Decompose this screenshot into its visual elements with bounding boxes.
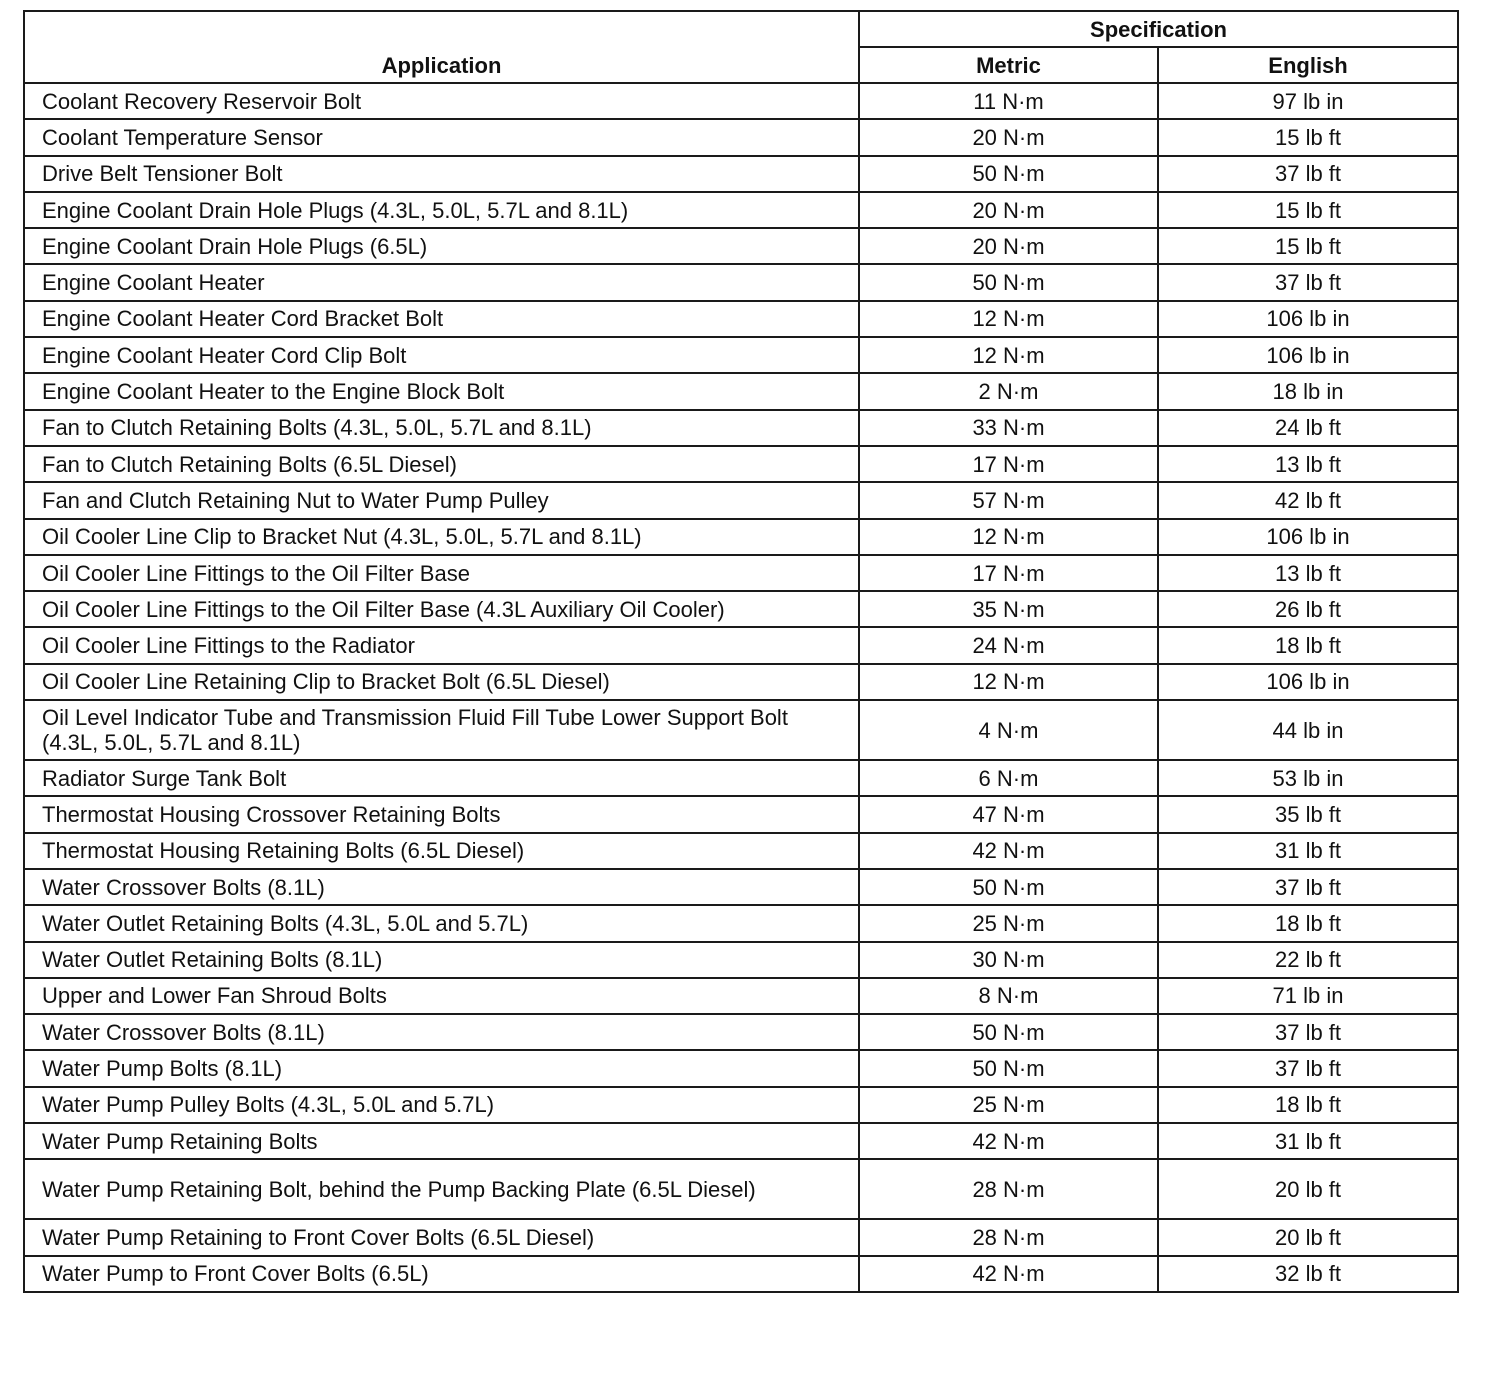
english-cell: 15 lb ft [1158,228,1458,264]
table-row [24,869,1458,905]
metric-cell: 12 N·m [859,337,1158,373]
metric-cell: 33 N·m [859,410,1158,446]
metric-cell: 20 N·m [859,228,1158,264]
application-cell: Engine Coolant Drain Hole Plugs (6.5L) [24,228,859,264]
application-cell: Engine Coolant Heater to the Engine Block Bolt [24,373,859,409]
application-cell: Engine Coolant Drain Hole Plugs (4.3L, 5.0L, 5.7L and 8.1L) [24,192,859,228]
header-row-top [24,11,1458,47]
english-cell: 26 lb ft [1158,591,1458,627]
english-cell: 53 lb in [1158,760,1458,796]
metric-cell: 47 N·m [859,796,1158,832]
application-cell: Drive Belt Tensioner Bolt [24,156,859,192]
english-cell: 13 lb ft [1158,555,1458,591]
table-row [24,627,1458,663]
table-row [24,905,1458,941]
metric-cell: 50 N·m [859,264,1158,300]
english-cell: 42 lb ft [1158,482,1458,518]
english-cell: 106 lb in [1158,664,1458,700]
table-row [24,156,1458,192]
table-row [24,796,1458,832]
table-row [24,760,1458,796]
application-cell: Water Outlet Retaining Bolts (8.1L) [24,942,859,978]
table-row [24,1050,1458,1086]
metric-cell: 28 N·m [859,1219,1158,1255]
english-cell: 20 lb ft [1158,1159,1458,1219]
fastener-specification-table [23,10,1459,1293]
table-row [24,482,1458,518]
application-cell: Water Pump Retaining Bolts [24,1123,859,1159]
application-cell: Fan and Clutch Retaining Nut to Water Pump Pulley [24,482,859,518]
metric-cell: 50 N·m [859,156,1158,192]
table-row [24,833,1458,869]
application-cell: Coolant Recovery Reservoir Bolt [24,83,859,119]
application-cell: Engine Coolant Heater [24,264,859,300]
application-column-header: Application [24,11,859,83]
table-row [24,1159,1458,1219]
application-cell: Water Outlet Retaining Bolts (4.3L, 5.0L and 5.7L) [24,905,859,941]
table-row [24,664,1458,700]
english-cell: 97 lb in [1158,83,1458,119]
english-cell: 37 lb ft [1158,1014,1458,1050]
application-cell: Engine Coolant Heater Cord Clip Bolt [24,337,859,373]
english-cell: 106 lb in [1158,337,1458,373]
metric-cell: 12 N·m [859,519,1158,555]
metric-cell: 50 N·m [859,1050,1158,1086]
english-cell: 18 lb ft [1158,1087,1458,1123]
metric-cell: 17 N·m [859,555,1158,591]
table-row [24,337,1458,373]
english-cell: 24 lb ft [1158,410,1458,446]
metric-cell: 24 N·m [859,627,1158,663]
english-cell: 20 lb ft [1158,1219,1458,1255]
application-cell: Oil Cooler Line Retaining Clip to Bracket Bolt (6.5L Diesel) [24,664,859,700]
table-body [24,83,1458,1292]
table-row [24,301,1458,337]
metric-cell: 50 N·m [859,1014,1158,1050]
english-cell: 44 lb in [1158,700,1458,760]
table-row [24,519,1458,555]
table-row [24,1123,1458,1159]
english-cell: 13 lb ft [1158,446,1458,482]
specification-group-header: Specification [859,11,1458,47]
metric-cell: 11 N·m [859,83,1158,119]
application-cell: Thermostat Housing Crossover Retaining Bolts [24,796,859,832]
metric-cell: 50 N·m [859,869,1158,905]
metric-cell: 42 N·m [859,833,1158,869]
application-cell: Engine Coolant Heater Cord Bracket Bolt [24,301,859,337]
application-cell: Water Pump Retaining to Front Cover Bolts (6.5L Diesel) [24,1219,859,1255]
english-cell: 71 lb in [1158,978,1458,1014]
table-row [24,555,1458,591]
application-cell: Water Pump to Front Cover Bolts (6.5L) [24,1256,859,1292]
table-row [24,1256,1458,1292]
metric-cell: 28 N·m [859,1159,1158,1219]
english-cell: 18 lb ft [1158,905,1458,941]
application-cell: Coolant Temperature Sensor [24,119,859,155]
table-row [24,700,1458,760]
table-row [24,942,1458,978]
table-row [24,192,1458,228]
metric-cell: 8 N·m [859,978,1158,1014]
metric-cell: 2 N·m [859,373,1158,409]
metric-cell: 12 N·m [859,301,1158,337]
table-row [24,446,1458,482]
application-cell: Oil Cooler Line Fittings to the Oil Filter Base (4.3L Auxiliary Oil Cooler) [24,591,859,627]
metric-column-header: Metric [859,47,1158,83]
metric-cell: 4 N·m [859,700,1158,760]
table-row [24,264,1458,300]
application-cell: Water Crossover Bolts (8.1L) [24,869,859,905]
application-cell: Thermostat Housing Retaining Bolts (6.5L Diesel) [24,833,859,869]
table-row [24,228,1458,264]
table-row [24,1219,1458,1255]
application-cell: Water Pump Pulley Bolts (4.3L, 5.0L and 5.7L) [24,1087,859,1123]
metric-cell: 20 N·m [859,119,1158,155]
english-cell: 37 lb ft [1158,1050,1458,1086]
table-row [24,591,1458,627]
table-header [24,11,1458,83]
english-cell: 37 lb ft [1158,869,1458,905]
english-cell: 32 lb ft [1158,1256,1458,1292]
english-cell: 106 lb in [1158,301,1458,337]
english-cell: 106 lb in [1158,519,1458,555]
application-cell: Water Pump Retaining Bolt, behind the Pump Backing Plate (6.5L Diesel) [24,1159,859,1219]
metric-cell: 30 N·m [859,942,1158,978]
table-row [24,119,1458,155]
english-column-header: English [1158,47,1458,83]
application-cell: Water Crossover Bolts (8.1L) [24,1014,859,1050]
application-cell: Water Pump Bolts (8.1L) [24,1050,859,1086]
application-cell: Oil Cooler Line Fittings to the Radiator [24,627,859,663]
english-cell: 22 lb ft [1158,942,1458,978]
english-cell: 37 lb ft [1158,156,1458,192]
application-cell: Fan to Clutch Retaining Bolts (6.5L Diesel) [24,446,859,482]
english-cell: 15 lb ft [1158,119,1458,155]
table-row [24,978,1458,1014]
table-row [24,410,1458,446]
application-cell: Upper and Lower Fan Shroud Bolts [24,978,859,1014]
english-cell: 31 lb ft [1158,1123,1458,1159]
metric-cell: 25 N·m [859,1087,1158,1123]
table-row [24,1014,1458,1050]
metric-cell: 42 N·m [859,1123,1158,1159]
english-cell: 15 lb ft [1158,192,1458,228]
application-cell: Fan to Clutch Retaining Bolts (4.3L, 5.0L, 5.7L and 8.1L) [24,410,859,446]
english-cell: 18 lb ft [1158,627,1458,663]
metric-cell: 17 N·m [859,446,1158,482]
metric-cell: 6 N·m [859,760,1158,796]
metric-cell: 35 N·m [859,591,1158,627]
metric-cell: 25 N·m [859,905,1158,941]
metric-cell: 57 N·m [859,482,1158,518]
metric-cell: 20 N·m [859,192,1158,228]
application-cell: Oil Level Indicator Tube and Transmission Fluid Fill Tube Lower Support Bolt (4.3L, 5.0L, 5.7L and 8.1L) [24,700,859,760]
english-cell: 31 lb ft [1158,833,1458,869]
table-row [24,373,1458,409]
table-row [24,1087,1458,1123]
table-row [24,83,1458,119]
application-cell: Radiator Surge Tank Bolt [24,760,859,796]
application-cell: Oil Cooler Line Clip to Bracket Nut (4.3L, 5.0L, 5.7L and 8.1L) [24,519,859,555]
application-cell: Oil Cooler Line Fittings to the Oil Filter Base [24,555,859,591]
english-cell: 35 lb ft [1158,796,1458,832]
english-cell: 18 lb in [1158,373,1458,409]
metric-cell: 12 N·m [859,664,1158,700]
english-cell: 37 lb ft [1158,264,1458,300]
metric-cell: 42 N·m [859,1256,1158,1292]
